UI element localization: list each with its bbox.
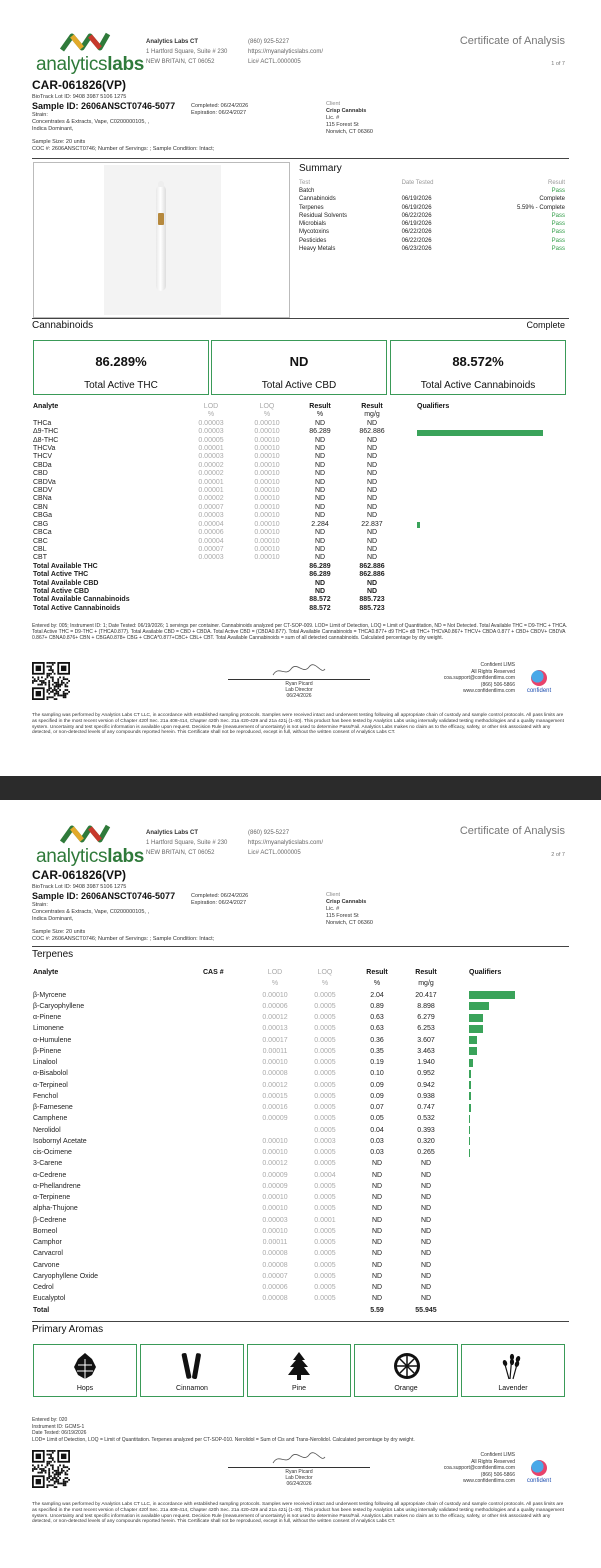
table-row: α-Humulene 0.00017 0.0005 0.36 3.607 [33,1035,567,1046]
result-bar [469,1104,471,1112]
table-row: Nerolidol 0.0005 0.04 0.393 [33,1125,567,1136]
result-bar [469,1092,471,1100]
summary-table: Test Date Tested Result Batch Pass Cannabinoids 06/19/2026 Complete Terpenes 06/19/2026 5.59% - Complete Residual Solvents 06/22/2026 Pass Microbials 06/19/2026 Pass Mycotoxins 06/22/2026 Pass Pesticides 06/22/2026 Pass Heavy Metals 06/23/2026 Pass [299,179,565,253]
table-row: Caryophyllene Oxide 0.00007 0.0005 ND ND [33,1272,432,1280]
confident-logo: confident [519,1460,559,1484]
cannabinoids-notes: Entered by: 005; Instrument ID: 1; Date Tested: 06/19/2026; 1 servings per container. Cannabinoids analyzed per CT-SOP-009. LOD= Limit of Detection, LOQ = Limit of Quantitation, ND = Not Detected. Total Available THC = D9-THC + THCA. Total Active THC = D9-THC + (THCA0.877). Total Available CBD = CBD + CBDA. Total Active CBD = (CBDA0.877). Total Available Cannabinoids = THCA0.877+ d9 THC+ d8 THC+ THCVA0.867+ THCV+ CBDA 0.877 + CBD+ CBDV+ CBDVA 0.867+ CBNA0.876+ CBN + CBGA0.878+ CBG + CBCA*0.877+CBC+ CBL+ CBT. Total Available Cannabinoids = sum of all detected cannabinoids. Calculated percentage by dry weight. [32,623,568,641]
terpenes-notes: Entered by: 020 Instrument ID: GCMS-1 Date Tested: 06/19/2026 LOD= Limit of Detection, LOQ = Limit of Quantitation. Terpenes analyzed per CT-SOP-010. Nerolidol = Sum of Cis and Trans-Nerolidol. Calculated percentage by dry weight. [32,1417,415,1443]
client-info: Client Crisp Cannabis Lic. # 115 Forest St Norwich, CT 06360 [326,101,373,135]
aroma-hops: Hops [33,1344,137,1397]
table-row: THCV 0.00003 0.00010 ND ND [33,453,378,461]
table-row: α-Terpineol 0.00012 0.0005 0.09 0.942 [33,1080,567,1091]
summary-row: Heavy Metals 06/23/2026 Pass [299,246,565,253]
table-row: CBNa 0.00002 0.00010 ND ND [33,495,378,503]
table-row: β-Pinene 0.00011 0.0005 0.35 3.463 [33,1046,567,1057]
result-bar [469,1014,483,1022]
total-row: Total Active Cannabinoids 88.572 885.723 [33,604,385,612]
aroma-lavender: Lavender [461,1344,565,1397]
table-row: α-Bisabolol 0.00008 0.0005 0.10 0.952 [33,1068,567,1079]
summary-row: Mycotoxins 06/22/2026 Pass [299,229,565,236]
table-row: α-Phellandrene 0.00009 0.0005 ND ND [33,1182,432,1190]
qr-code [32,662,70,700]
summary-row: Terpenes 06/19/2026 5.59% - Complete [299,204,565,211]
table-row: CBN 0.00007 0.00010 ND ND [33,503,378,511]
table-row: CBD 0.00002 0.00010 ND ND [33,470,378,478]
result-bar [469,1059,473,1067]
table-row: cis-Ocimene 0.00010 0.0005 0.03 0.265 [33,1147,567,1158]
table-row: 3-Carene 0.00012 0.0005 ND ND [33,1160,432,1168]
table-row: Linalool 0.00010 0.0005 0.19 1.940 [33,1057,567,1068]
lims-info: Confident LIMS All Rights Reserved coa.support@confidentlims.com (866) 506-5866 www.confidentlims.com [443,662,515,694]
sample-meta: BioTrack Lot ID: 9408 3987 5106 1275 Sample ID: 2606ANSCT0746-5077 Strain: Concentrates & Extracts, Vape, C0200000105, , Indica Dominant, Sample Size: 20 units COC #: 2606ANSCT0746; Number of Servings: ; Sample Condition: Intact; [32,884,215,942]
sample-meta: BioTrack Lot ID: 9408 3987 5106 1275 Sample ID: 2606ANSCT0746-5077 Strain: Concentrates & Extracts, Vape, C0200000105, , Indica Dominant, Sample Size: 20 units COC #: 2606ANSCT0746; Number of Servings: ; Sample Condition: Intact; [32,94,215,152]
result-bar [469,1025,483,1033]
table-row: Cedrol 0.00006 0.0005 ND ND [33,1284,432,1291]
sample-dates: Completed: 06/24/2026 Expiration: 06/24/2027 [191,103,249,116]
total-row: Total Active THC 86.289 862.886 [33,571,385,579]
table-row: Fenchol 0.00015 0.0005 0.09 0.938 [33,1091,567,1102]
result-bar [417,522,420,528]
product-photo [33,162,290,318]
result-bar [469,1036,477,1044]
table-row: THCVa 0.00001 0.00010 ND ND [33,445,378,453]
table-row: CBDV 0.00001 0.00010 ND ND [33,487,378,495]
result-bar [469,1115,470,1123]
result-bar [469,1070,471,1078]
total-active-thc-box: 86.289% Total Active THC [33,340,209,395]
lims-info: Confident LIMS All Rights Reserved coa.support@confidentlims.com (866) 506-5866 www.confidentlims.com [443,1452,515,1484]
divider [32,158,569,159]
total-row: Total Active CBD ND ND [33,587,378,595]
table-row: CBDVa 0.00001 0.00010 ND ND [33,478,378,486]
qr-code [32,1450,70,1488]
sample-dates: Completed: 06/24/2026 Expiration: 06/24/2027 [191,893,249,906]
summary-row: Microbials 06/19/2026 Pass [299,221,565,228]
divider [32,1321,569,1322]
confident-logo: confident [519,670,559,694]
result-bar [469,991,515,999]
car-number: CAR-061826(VP) [32,78,127,92]
table-row: α-Cedrene 0.00009 0.0004 ND ND [33,1171,432,1179]
client-info: Client Crisp Cannabis Lic. # 115 Forest St Norwich, CT 06360 [326,892,373,926]
result-bar [469,1149,470,1157]
result-bar [469,1126,470,1134]
table-row: Camphor 0.00011 0.0005 ND ND [33,1239,432,1246]
disclaimer: The sampling was performed by Analytics Labs CT LLC, in accordance with established sampling protocols. Samples were received intact and underwent testing following all appropriate chain of custody and sample control protocols. All pass limits are as specified in the most recent version of Chapter 420f Sec. 21a 408-414, Chapter 420h Sec. 21a 420-429 and 21a 421j (1-40). This product has been tested by Analytics Labs using internally validated testing methodologies and a quality management system. Uncertainty and test specific information is available upon request. Decision Rule (measurement of uncertainty) is not used to determine Pass/Fail. Analytics Labs makes no claim as to the efficacy, safety, or other risk associated with any detected, or non-detected levels of any compounds reported herein. This Certificate shall not be reproduced, except in full, without the written consent of Analytics Labs CT. [32,1502,564,1525]
total-row: Total Available Cannabinoids 88.572 885.723 [33,596,385,604]
result-bar [469,1002,489,1010]
result-bar [417,430,543,436]
cannabinoids-table: Analyte LOD LOQ Result Result Qualifiers % % % mg/g THCa 0.00003 0.00010 ND ND Δ9-THC 0.00003 0.00010 86.289 862.886 Δ8-THC 0.00005 0.00010 ND ND THCVa 0.00001 0.00010 ND ND THCV 0.00003 0.00010 ND ND CBDa 0.00002 0.00010 ND ND CBD 0.00002 0.00010 ND ND CBDVa 0.00001 0.00010 ND ND CBDV 0.00001 0.00010 ND ND CBNa 0.00002 0.00010 ND ND CBN 0.00007 0.00010 ND ND CBGa 0.00003 0.00010 ND ND CBG 0.00004 0.00010 2.284 22.837 CBCa 0.00006 0.00010 ND ND CBC 0.00004 0.00010 ND ND CBL 0.00007 0.00010 ND ND CBT 0.00003 0.00010 ND ND Total Available THC 86.289 862.886 Total Active THC 86.289 862.886 Total Available CBD ND ND Total Active CBD ND ND Total Available Cannabinoids 88.572 885.723 Total Active Cannabinoids 88.572 885.723 [33,403,567,613]
table-row: Borneol 0.00010 0.0005 ND ND [33,1227,432,1235]
divider [32,946,569,947]
sample-id: Sample ID: 2606ANSCT0746-5077 [32,891,176,901]
total-active-cbd-box: ND Total Active CBD [211,340,387,395]
result-bar [469,1081,471,1089]
sample-id: Sample ID: 2606ANSCT0746-5077 [32,101,176,111]
vape-pen-image [156,185,166,291]
table-row: Δ8-THC 0.00005 0.00010 ND ND [33,436,378,444]
page-number: 1 of 7 [551,61,565,67]
analytics-labs-logo: analyticslabs [36,822,136,868]
terpenes-table: Analyte CAS # LOD LOQ Result Result Qualifiers % % % mg/g β-Myrcene 0.00010 0.0005 2.04 20.417 β-Caryophyllene 0.00006 0.0005 0.89 8.898 α-Pinene 0.00012 0.0005 0.63 6.279 Limonene 0.00013 0.0005 0.63 6.253 α-Humulene 0.00017 0.0005 0.36 3.607 β-Pinene 0.00011 0.0005 0.35 3.463 Linalool 0.00010 0.0005 0.19 1.940 α-Bisabolol 0.00008 0.0005 0.10 0.952 α-Terpineol 0.00012 0.0005 0.09 0.942 Fenchol 0.00015 0.0005 0.09 0.938 β-Farnesene 0.00016 0.0005 0.07 0.747 Camphene 0.00009 0.0005 0.05 0.532 Nerolidol 0.0005 0.04 0.393 Isobornyl Acetate 0.00010 0.0003 0.03 0.320 cis-Ocimene 0.00010 0.0005 0.03 0.265 3-Carene 0.00012 0.0005 ND ND α-Cedrene 0.00009 0.0004 ND ND α-Phellandrene 0.00009 0.0005 ND ND α-Terpinene 0.00010 0.0005 ND ND alpha-Thujone 0.00010 0.0005 ND ND β-Cedrene 0.00003 0.0001 ND ND Borneol 0.00010 0.0005 ND ND Camphor 0.00011 0.0005 ND ND Carvacrol 0.00008 0.0005 ND ND Carvone 0.00008 0.0005 ND ND Caryophyllene Oxide 0.00007 0.0005 ND ND Cedrol 0.00006 0.0005 ND ND Eucalyptol 0.00008 0.0005 ND ND Total 5.59 55.945 [33,967,567,1316]
signature-block: Ryan Picard Lab Director 06/24/2026 [228,663,370,699]
total-active-cannabinoids-box: 88.572% Total Active Cannabinoids [390,340,566,395]
terpenes-title: Terpenes [32,949,74,960]
table-row: CBC 0.00004 0.00010 ND ND [33,537,378,545]
table-row: β-Farnesene 0.00016 0.0005 0.07 0.747 [33,1102,567,1113]
table-row: β-Myrcene 0.00010 0.0005 2.04 20.417 [33,990,567,1001]
table-row: CBL 0.00007 0.00010 ND ND [33,545,378,553]
cannabinoids-status: Complete [526,320,565,330]
table-row: Carvone 0.00008 0.0005 ND ND [33,1261,432,1269]
table-row: CBDa 0.00002 0.00010 ND ND [33,461,378,469]
aroma-cinnamon: Cinnamon [140,1344,244,1397]
lab-contact: (860) 925-5227 https://myanalyticslabs.com/ Lic# ACTL.0000005 [248,830,324,856]
aroma-pine: Pine [247,1344,351,1397]
document-title: Certificate of Analysis [459,825,565,837]
cannabinoids-title: Cannabinoids [32,320,94,331]
lab-info: Analytics Labs CT 1 Hartford Square, Suite # 230 NEW BRITAIN, CT 06052 [146,39,228,65]
table-row: CBCa 0.00006 0.00010 ND ND [33,529,378,537]
table-row: Limonene 0.00013 0.0005 0.63 6.253 [33,1023,567,1034]
table-row: THCa 0.00003 0.00010 ND ND [33,419,378,427]
table-row: Eucalyptol 0.00008 0.0005 ND ND [33,1295,432,1303]
table-row: β-Cedrene 0.00003 0.0001 ND ND [33,1216,432,1224]
lab-contact: (860) 925-5227 https://myanalyticslabs.com/ Lic# ACTL.0000005 [248,39,324,65]
total-row: Total Available CBD ND ND [33,579,378,587]
table-row: Δ9-THC 0.00003 0.00010 86.289 862.886 [33,428,567,436]
summary-row: Cannabinoids 06/19/2026 Complete [299,196,565,203]
table-row: CBG 0.00004 0.00010 2.284 22.837 [33,521,567,529]
table-row: Isobornyl Acetate 0.00010 0.0003 0.03 0.320 [33,1136,567,1147]
disclaimer: The sampling was performed by Analytics Labs CT LLC, in accordance with established sampling protocols. Samples were received intact and underwent testing following all appropriate chain of custody and sample control protocols. All pass limits are as specified in the most recent version of Chapter 420f Sec. 21a 408-414, Chapter 420h Sec. 21a 420-429 and 21a 421j (1-40). This product has been tested by Analytics Labs using internally validated testing methodologies and a quality management system. Uncertainty and test specific information is available upon request. Decision Rule (measurement of uncertainty) is not used to determine Pass/Fail. Analytics Labs makes no claim as to the efficacy, safety, or other risk associated with any detected, or non-detected levels of any compounds reported herein. This Certificate shall not be reproduced, except in full, without the written consent of Analytics Labs CT. [32,713,564,736]
table-row: β-Caryophyllene 0.00006 0.0005 0.89 8.898 [33,1001,567,1012]
summary-title: Summary [299,163,342,174]
result-bar [469,1047,477,1055]
table-row: Camphene 0.00009 0.0005 0.05 0.532 [33,1113,567,1124]
table-row: Carvacrol 0.00008 0.0005 ND ND [33,1250,432,1258]
table-row: alpha-Thujone 0.00010 0.0005 ND ND [33,1205,432,1213]
summary-row: Pesticides 06/22/2026 Pass [299,237,565,244]
document-title: Certificate of Analysis [459,35,565,47]
coa-page-1 [0,0,601,776]
page-number: 2 of 7 [551,852,565,858]
primary-aromas-title: Primary Aromas [32,1324,104,1335]
result-bar [469,1137,470,1145]
table-row: CBGa 0.00003 0.00010 ND ND [33,512,378,520]
summary-row: Residual Solvents 06/22/2026 Pass [299,212,565,219]
car-number: CAR-061826(VP) [32,868,127,882]
signature-block: Ryan Picard Lab Director 06/24/2026 [228,1451,370,1487]
analytics-labs-logo: analyticslabs [36,30,136,76]
total-row: Total Available THC 86.289 862.886 [33,562,385,570]
table-row: α-Terpinene 0.00010 0.0005 ND ND [33,1194,432,1201]
total-row: Total 5.59 55.945 [33,1306,437,1314]
divider [32,318,569,319]
table-row: CBT 0.00003 0.00010 ND ND [33,554,378,562]
aroma-orange: Orange [354,1344,458,1397]
page-separator [0,776,601,800]
summary-row: Batch Pass [299,188,565,194]
lab-info: Analytics Labs CT 1 Hartford Square, Suite # 230 NEW BRITAIN, CT 06052 [146,830,228,856]
table-row: α-Pinene 0.00012 0.0005 0.63 6.279 [33,1012,567,1023]
